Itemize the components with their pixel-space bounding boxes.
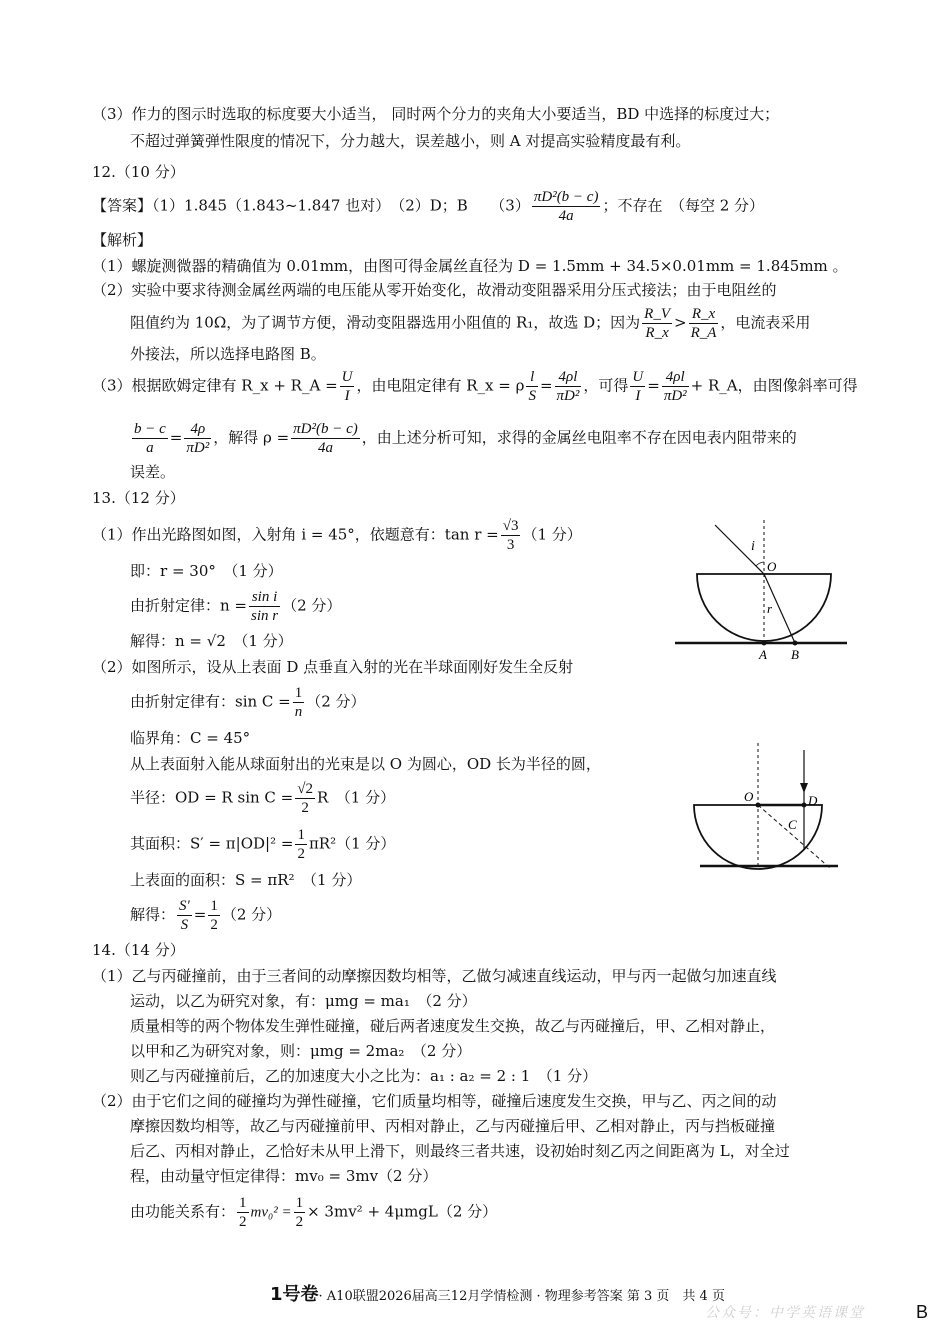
p2-frac1-num: R_V bbox=[644, 306, 670, 322]
q13-l9 bbox=[130, 780, 395, 817]
l6b: （2 分） bbox=[306, 692, 366, 711]
point-A-dot bbox=[762, 641, 767, 646]
p3-t4: ，可得 bbox=[583, 376, 629, 395]
answer-den: 4a bbox=[558, 208, 574, 224]
ratio-frac2 bbox=[208, 897, 220, 934]
label-O: O bbox=[767, 559, 777, 574]
rho-den: πD² bbox=[186, 440, 210, 456]
l10b: πR²（1 分） bbox=[308, 834, 396, 853]
q12-p3-line1 bbox=[92, 368, 858, 405]
q14-p1-l5: 则乙与丙碰撞前后，乙的加速度大小之比为：a₁ : a₂ = 2 : 1 （1 分） bbox=[130, 1067, 598, 1085]
p2-frac2-num: R_x bbox=[689, 305, 719, 324]
refraction-diagram-2 bbox=[690, 738, 850, 873]
q14-p2-l3: 后乙、丙相对静止，乙恰好未从甲上滑下，则最终三者共速，设初始时刻乙丙之间距离为 L，对全过 bbox=[130, 1142, 790, 1160]
p3-fl-den: S bbox=[528, 388, 536, 404]
p2-frac1-den: R_x bbox=[645, 325, 669, 341]
q12-p3-line2: $\frac{b - c}{a}$ = $\frac{4\rho}{\text{πD²}}$ ，解得 ρ = $\frac{\text{πD²(b − c)}}{4a}$ ，由上述分析可知，求得的金属丝电阻率不存在因电表内阻带来的 bbox=[134, 421, 797, 456]
q12-p2-line1: （2）实验中要求待测金属丝两端的电压能从零开始变化，故滑动变阻器采用分压式接法；由于电阻丝的 bbox=[92, 281, 777, 299]
label-A: A bbox=[759, 647, 767, 662]
p3-frac-4pl2 bbox=[662, 368, 689, 405]
od-den: 2 bbox=[301, 800, 309, 816]
label-C: C bbox=[788, 817, 797, 832]
q12-p2-line3: 外接法，所以选择电路图 B。 bbox=[130, 345, 326, 363]
p3-fl-num: l bbox=[526, 368, 538, 387]
answer-num: πD²(b − c) bbox=[533, 189, 599, 205]
sinc-den: n bbox=[294, 704, 303, 720]
ratio-den1: S bbox=[180, 917, 189, 933]
p3-f4-num: 4ρl bbox=[555, 368, 582, 387]
p2-text-1: 阻值约为 10Ω，为了调节方便，滑动变阻器选用小阻值的 R₁，故选 D；因为 bbox=[130, 313, 641, 332]
p3-frac-rho bbox=[184, 420, 211, 457]
od-frac bbox=[295, 780, 315, 817]
point-B-dot bbox=[793, 641, 798, 646]
q13-heading: 13.（12 分） bbox=[92, 489, 185, 507]
l9b: R （1 分） bbox=[316, 788, 396, 807]
p2-text-2: ，电流表采用 bbox=[720, 313, 811, 332]
l3a: 由折射定律：n = bbox=[130, 596, 247, 615]
q12-heading: 12.（10 分） bbox=[92, 163, 185, 181]
p3-t2: ，由电阻定律有 R_x = ρ bbox=[356, 376, 525, 395]
label-B: B bbox=[791, 647, 799, 662]
footer-text: · A10联盟2026届高三12月学情检测 · 物理参考答案 第 3 页 共 4 页 bbox=[318, 1289, 725, 1304]
result-den: 4a bbox=[317, 440, 333, 456]
q13-l8: 从上表面射入能从球面射出的光束是以 O 为圆心，OD 长为半径的圆， bbox=[130, 755, 601, 773]
q14-p1-l3: 质量相等的两个物体发生弹性碰撞，碰后两者速度发生交换，故乙与丙碰撞后，甲、乙相对静止， bbox=[130, 1017, 776, 1035]
arrow-head bbox=[800, 783, 808, 793]
area-frac bbox=[295, 826, 307, 863]
rho-num: 4ρ bbox=[184, 420, 211, 439]
label-r: r bbox=[767, 601, 773, 616]
l1b: （1 分） bbox=[522, 525, 582, 544]
p3-fu2-den: I bbox=[635, 388, 641, 404]
p3-frac-ui bbox=[340, 368, 355, 405]
p3-f42-num: 4ρl bbox=[662, 368, 689, 387]
snell-den: sin r bbox=[251, 608, 279, 624]
q13-l7: 临界角：C = 45° bbox=[130, 729, 251, 747]
area-num: 1 bbox=[297, 827, 305, 843]
corner-letter: B bbox=[916, 1302, 929, 1322]
q12-analysis-label: 【解析】 bbox=[92, 231, 153, 249]
slope-den: a bbox=[146, 440, 154, 456]
q14-p2-l5 bbox=[130, 1194, 497, 1231]
ratio-num1: S′ bbox=[179, 898, 190, 914]
tan-frac bbox=[501, 517, 521, 554]
label-i: i bbox=[751, 539, 755, 554]
p3-fu-den: I bbox=[344, 388, 350, 404]
q14-p2-l1: （2）由于它们之间的碰撞均为弹性碰撞，它们质量均相等，碰撞后速度发生交换，甲与乙、丙之间的动 bbox=[92, 1092, 777, 1110]
p3-b1: ，解得 ρ = bbox=[213, 428, 290, 447]
p3-frac-result bbox=[291, 420, 360, 457]
q14-p1-l4: 以甲和乙为研究对象，则：μmg = 2ma₂ （2 分） bbox=[130, 1042, 472, 1060]
q12-p1: （1）螺旋测微器的精确值为 0.01mm，由图可得金属丝直径为 D = 1.5mm + 34.5×0.01mm = 1.845mm 。 bbox=[92, 257, 848, 275]
p3-t1: （3）根据欧姆定律有 R_x + R_A = bbox=[92, 376, 338, 395]
q13-l10 bbox=[130, 826, 395, 863]
p2-frac2 bbox=[689, 305, 719, 342]
p3-frac-4pl bbox=[555, 368, 582, 405]
ratio-eq: = bbox=[193, 905, 207, 924]
page-footer bbox=[270, 1280, 725, 1306]
slope-num: b − c bbox=[134, 421, 166, 437]
half-num-2: 1 bbox=[295, 1195, 304, 1211]
snell-frac bbox=[249, 588, 280, 625]
label-D: D bbox=[808, 793, 818, 808]
p3-b2: ，由上述分析可知，求得的金属丝电阻率不存在因电表内阻带来的 bbox=[361, 428, 797, 447]
point-O-dot bbox=[756, 803, 761, 808]
p3-f42-den: πD² bbox=[663, 388, 687, 404]
p2-frac2-den: R_A bbox=[690, 325, 717, 341]
p2-e2: mv₀² = bbox=[250, 1204, 292, 1221]
q14-p2-l4: 程，由动量守恒定律得：mv₀ = 3mv（2 分） bbox=[130, 1167, 438, 1185]
q11-part3-line2: 不超过弹簧弹性限度的情况下，分力越大，误差越小，则 A 对提高实验精度最有利。 bbox=[130, 132, 691, 150]
ratio-num2: 1 bbox=[210, 898, 218, 914]
label-O2: O bbox=[744, 789, 754, 804]
q13-l4: 解得：n = √2 （1 分） bbox=[130, 632, 293, 650]
half-frac-1 bbox=[237, 1194, 249, 1231]
p3-frac-ls bbox=[526, 368, 538, 405]
answer-text-a: 【答案】（1）1.845（1.843~1.847 也对） （2）D；B （3） bbox=[92, 196, 530, 215]
q12-answer bbox=[92, 188, 764, 225]
l3b: （2 分） bbox=[282, 596, 342, 615]
q13-l2: 即：r = 30° （1 分） bbox=[130, 562, 283, 580]
q13-l5: （2）如图所示，设从上表面 D 点垂直入射的光在半球面刚好发生全反射 bbox=[92, 658, 574, 676]
l10a: 其面积：S′ = π|OD|² = bbox=[130, 834, 294, 853]
watermark: 公众号：中学英语课堂 bbox=[705, 1305, 865, 1321]
p2-frac1 bbox=[642, 305, 672, 342]
l12b: （2 分） bbox=[221, 905, 282, 924]
sinc-frac bbox=[293, 684, 305, 721]
incident-ray bbox=[715, 525, 764, 574]
result-num: πD²(b − c) bbox=[293, 421, 358, 437]
l1a: （1）作出光路图如图，入射角 i = 45°，依题意有：tan r = bbox=[92, 525, 499, 544]
p3-frac-ui2 bbox=[630, 368, 645, 405]
tan-den: 3 bbox=[506, 537, 515, 553]
angle-i-arc bbox=[756, 562, 764, 566]
q12-p2-line2: 阻值约为 10Ω，为了调节方便，滑动变阻器选用小阻值的 R₁，故选 D；因为 $\frac{R\_V}{R\_x}$ > $\frac{R\_x}{R\_A}$ ，电流表采用 bbox=[130, 306, 811, 341]
q11-part3-line1: （3）作力的图示时选取的标度要大小适当， 同时两个分力的夹角大小要适当，BD 中选择的标度过大； bbox=[92, 105, 780, 123]
l12a: 解得： bbox=[130, 905, 176, 924]
q13-l1 bbox=[92, 517, 582, 554]
area-den: 2 bbox=[297, 846, 305, 862]
tan-num: √3 bbox=[502, 518, 519, 534]
half-den-2: 2 bbox=[295, 1214, 304, 1230]
q13-l3 bbox=[130, 588, 341, 625]
q13-l12 bbox=[130, 897, 281, 934]
p3-f4-den: πD² bbox=[556, 388, 580, 404]
half-den-1: 2 bbox=[239, 1214, 247, 1230]
p2-e1: 由功能关系有： bbox=[130, 1202, 236, 1221]
brand-logo: 1号卷 bbox=[270, 1284, 319, 1305]
p2-e3: × 3mv² + 4μmgL（2 分） bbox=[307, 1202, 498, 1221]
q13-l11: 上表面的面积：S = πR² （1 分） bbox=[130, 871, 362, 889]
q14-p2-l2: 摩擦因数均相等，故乙与丙碰撞前甲、丙相对静止，乙与丙碰撞后甲、乙相对静止，丙与挡板碰撞 bbox=[130, 1117, 776, 1135]
point-D-dot bbox=[802, 803, 807, 808]
l6a: 由折射定律有：sin C = bbox=[130, 692, 291, 711]
q13-l6 bbox=[130, 684, 366, 721]
p3-fu-num: U bbox=[341, 369, 353, 385]
q12-p3-line3: 误差。 bbox=[130, 463, 176, 481]
snell-num: sin i bbox=[249, 588, 280, 607]
q14-p1-l1: （1）乙与丙碰撞前，由于三者间的动摩擦因数均相等，乙做匀减速直线运动，甲与丙一起做匀加速直线 bbox=[92, 967, 777, 985]
q14-heading: 14.（14 分） bbox=[92, 941, 185, 959]
ratio-frac1 bbox=[177, 897, 192, 934]
od-num: √2 bbox=[297, 781, 313, 797]
p3-t6: + R_A，由图像斜率可得 bbox=[690, 376, 858, 395]
l9a: 半径：OD = R sin C = bbox=[130, 788, 294, 807]
answer-fraction bbox=[532, 188, 601, 225]
answer-text-b: ；不存在 （每空 2 分） bbox=[602, 196, 765, 215]
p3-frac-slope bbox=[132, 420, 168, 457]
p3-t3: = bbox=[539, 376, 553, 395]
q14-p1-l2: 运动，以乙为研究对象，有：μmg = ma₁ （2 分） bbox=[130, 992, 477, 1010]
p3-fu2-num: U bbox=[632, 369, 644, 385]
sinc-num: 1 bbox=[294, 685, 303, 701]
half-num-1: 1 bbox=[239, 1195, 247, 1211]
refraction-diagram-1 bbox=[675, 515, 855, 665]
half-frac-2 bbox=[294, 1194, 306, 1231]
p3-t5: = bbox=[647, 376, 660, 395]
ratio-den2: 2 bbox=[210, 917, 218, 933]
